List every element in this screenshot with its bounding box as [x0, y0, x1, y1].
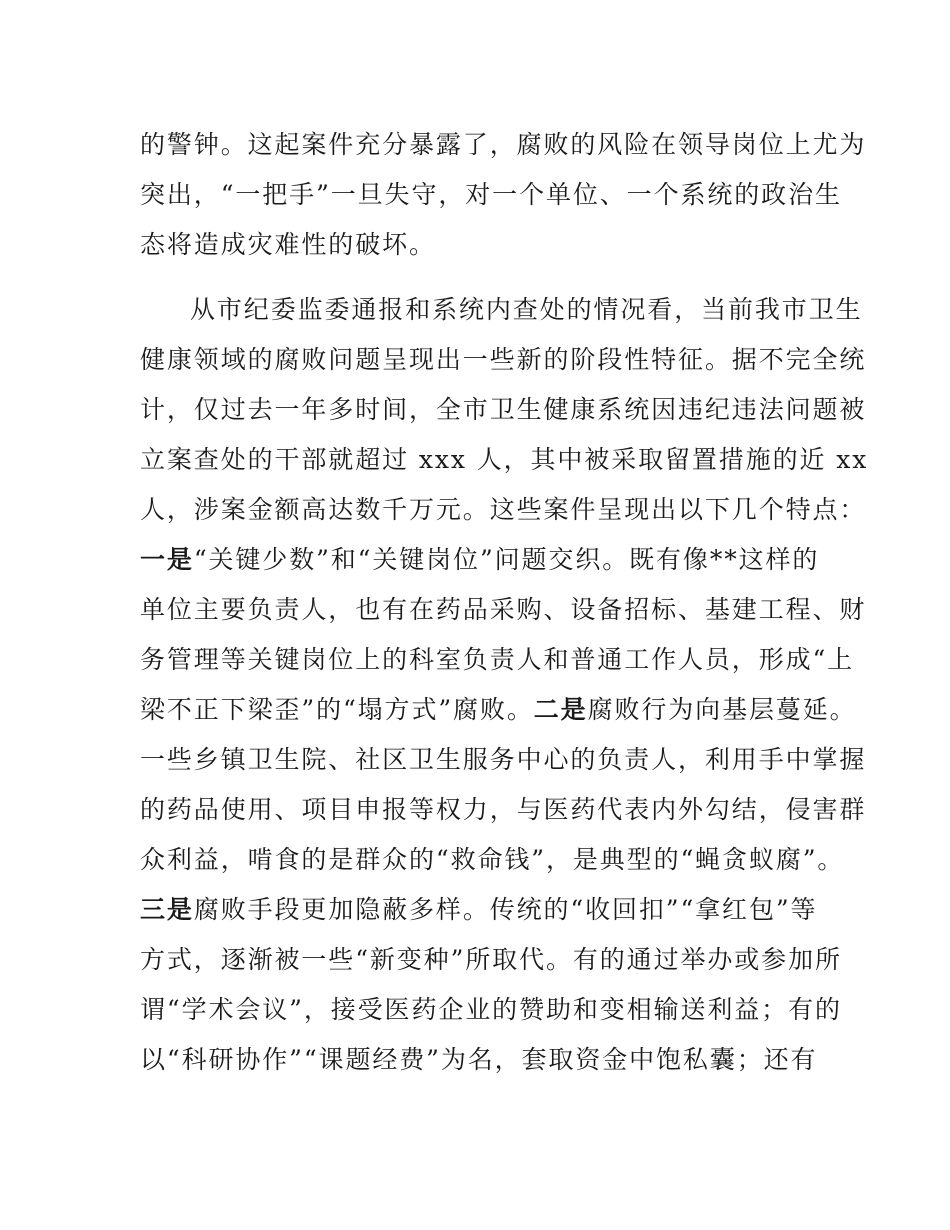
- text-line: 的警钟。这起案件充分暴露了，腐败的风险在领导岗位上尤为: [140, 130, 867, 159]
- point-one-end: 梁不正下梁歪”的“塌方式”腐败。: [140, 695, 534, 724]
- text-line: 众利益，啃食的是群众的“救命钱”，是典型的“蝇贪蚁腐”。: [140, 845, 845, 874]
- text-line: 以“科研协作”“课题经费”为名，套取资金中饱私囊；还有: [140, 1045, 818, 1074]
- text-line: [140, 545, 819, 575]
- text-line: [140, 895, 817, 925]
- point-one-text: “关键少数”和“关键岗位”问题交织。既有像**这样的: [193, 545, 820, 574]
- paragraph-first-line: 从市纪委监委通报和系统内查处的情况看，当前我市卫生: [190, 295, 863, 324]
- text-line: 突出，“一把手”一旦失守，对一个单位、一个系统的政治生: [140, 180, 842, 209]
- text-line: 的药品使用、项目申报等权力，与医药代表内外勾结，侵害群: [140, 795, 867, 824]
- text-line: 态将造成灾难性的破坏。: [140, 230, 436, 259]
- text-line: 单位主要负责人，也有在药品采购、设备招标、基建工程、财: [140, 595, 867, 624]
- text-line: 谓“学术会议”，接受医药企业的赞助和变相输送利益；有的: [140, 995, 842, 1024]
- text-line: 立案查处的干部就超过 xxx 人，其中被采取留置措施的近 xx: [140, 445, 869, 474]
- text-line: 一些乡镇卫生院、社区卫生服务中心的负责人，利用手中掌握: [140, 745, 867, 774]
- text-line: 务管理等关键岗位上的科室负责人和普通工作人员，形成“上: [140, 645, 855, 674]
- text-line: [140, 695, 857, 725]
- text-line: 方式，逐渐被一些“新变种”所取代。有的通过举办或参加所: [140, 945, 842, 974]
- point-one-label: 一是: [140, 545, 194, 574]
- text-line: 健康领域的腐败问题呈现出一些新的阶段性特征。据不完全统: [140, 345, 867, 374]
- point-three-text: 腐败手段更加隐蔽多样。传统的“收回扣”“拿红包”等: [193, 895, 818, 924]
- point-two-label: 二是: [533, 695, 588, 724]
- text-line: 计，仅过去一年多时间，全市卫生健康系统因违纪违法问题被: [140, 395, 867, 424]
- text-line: 人，涉案金额高达数千万元。这些案件呈现出以下几个特点：: [140, 495, 867, 524]
- point-three-label: 三是: [140, 895, 194, 924]
- point-two-text: 腐败行为向基层蔓延。: [587, 695, 857, 724]
